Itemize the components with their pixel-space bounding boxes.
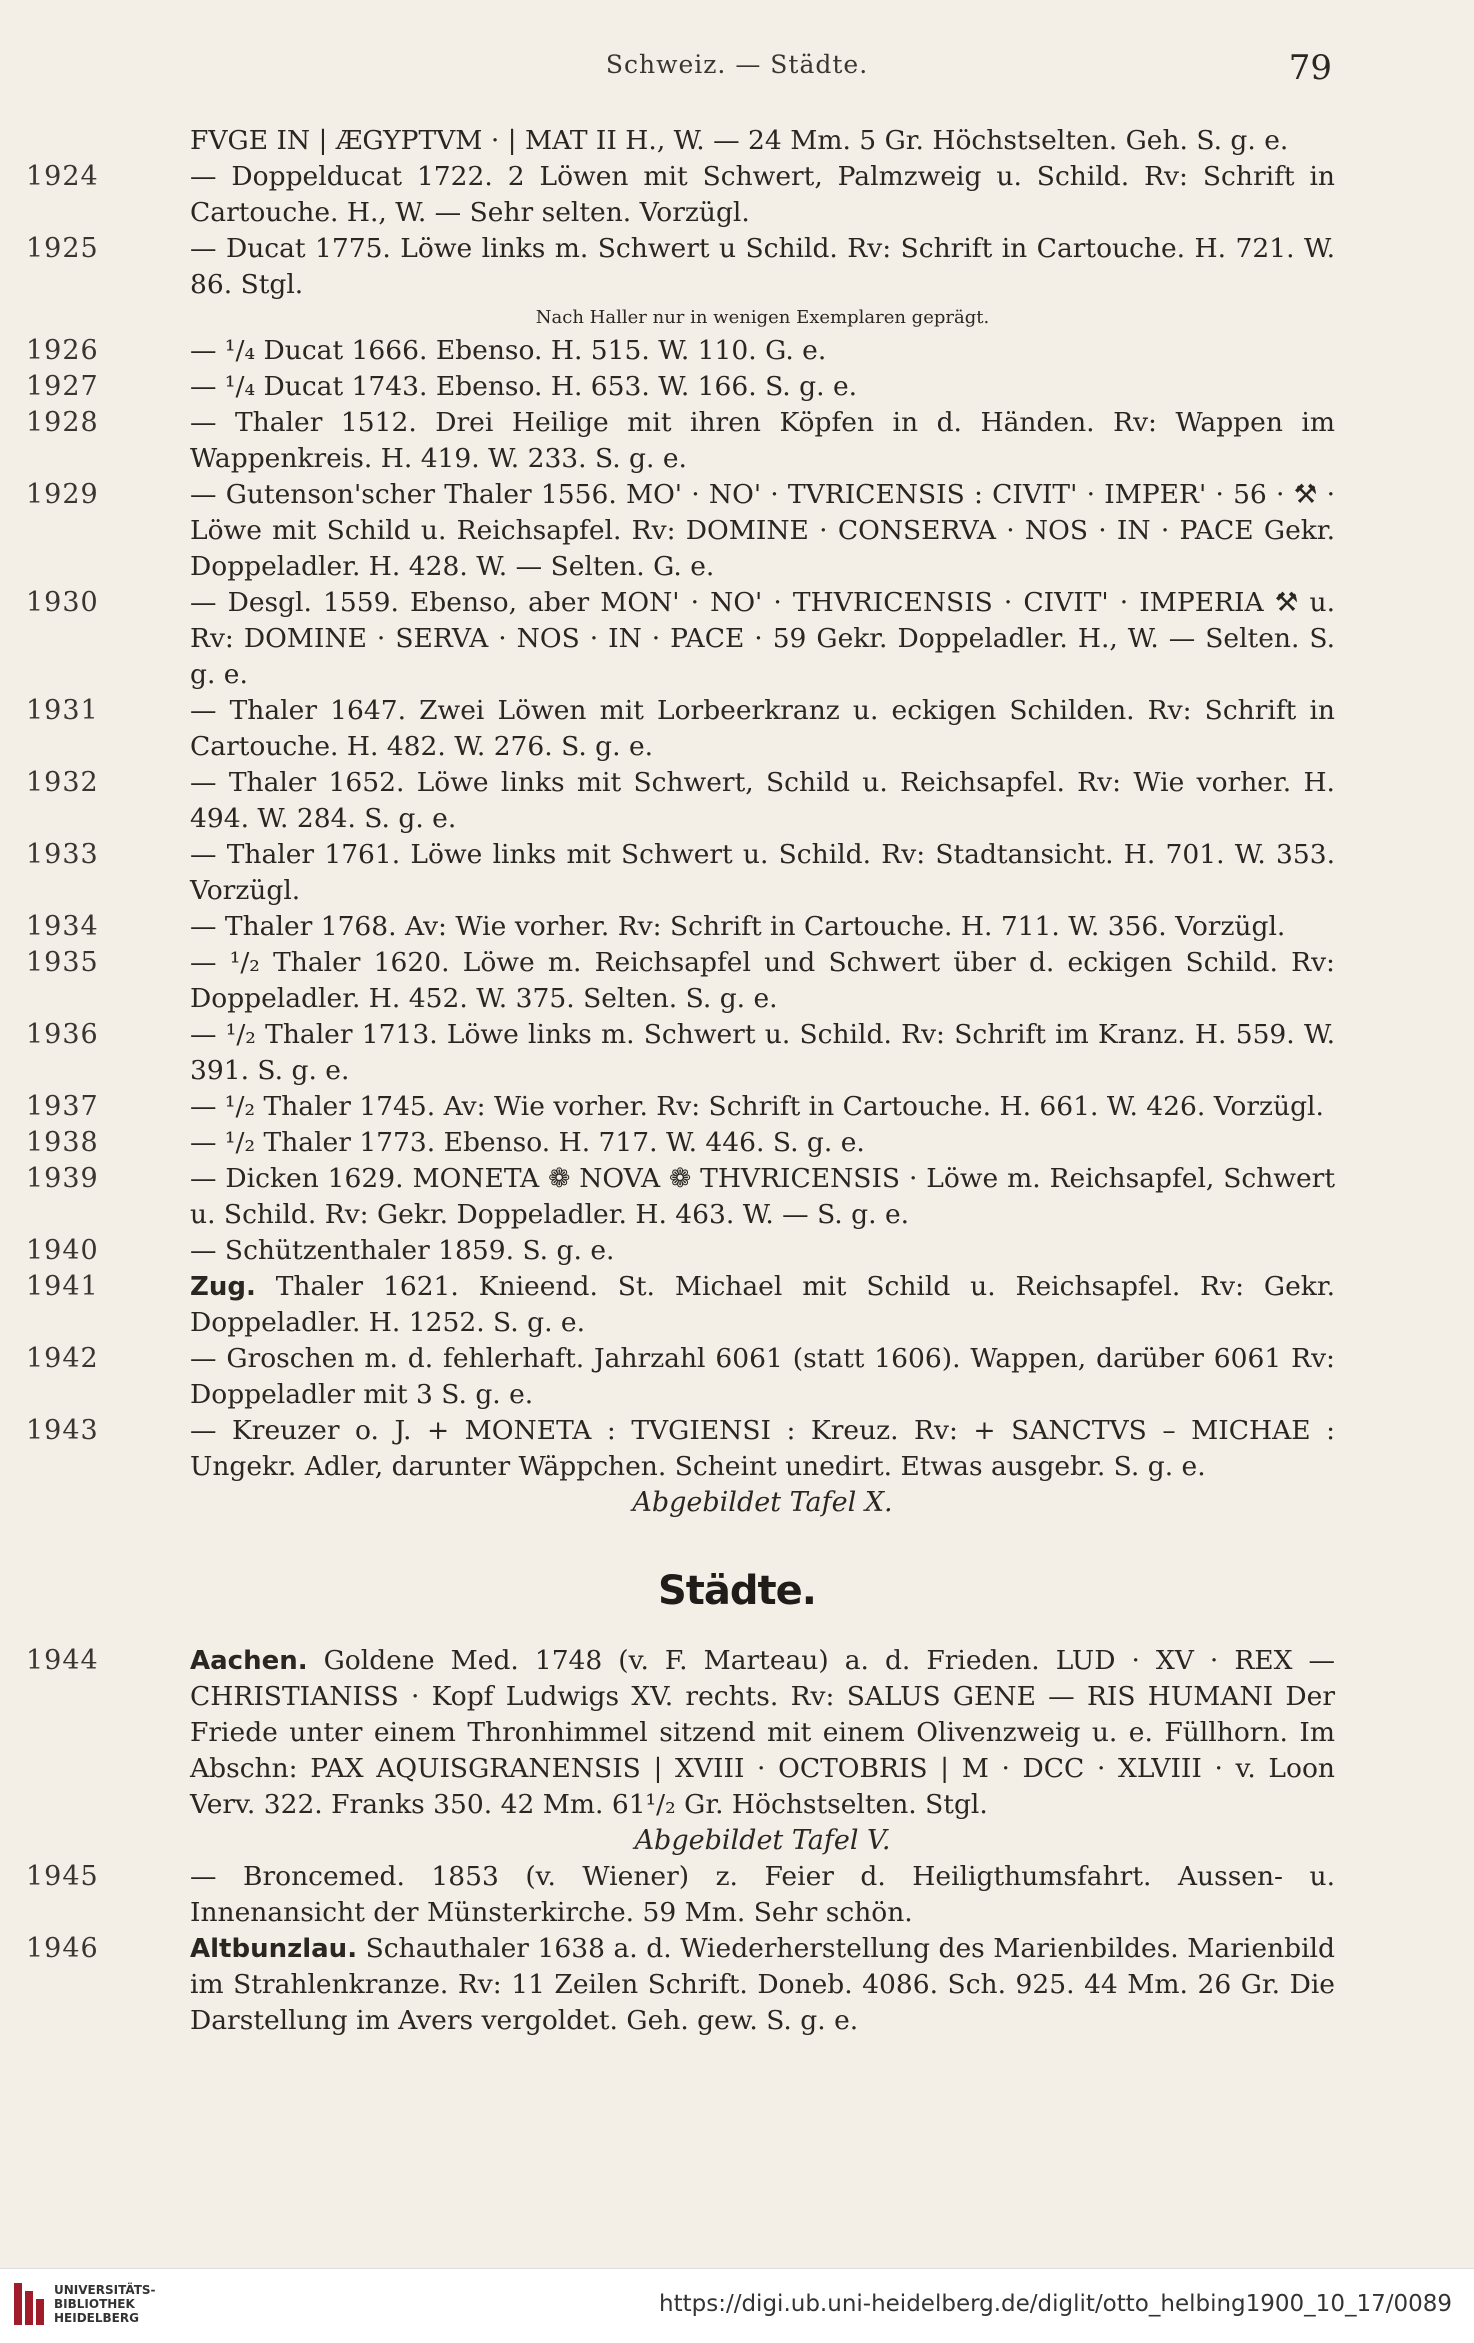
entry-text: — Thaler 1512. Drei Heilige mit ihren Köpfen in d. Händen. Rv: Wappen im Wappenkreis. H. 419. W. 233. S. g. e. [190,407,1335,474]
entry-number: 1938 [26,1127,99,1158]
entry-text: — Doppelducat 1722. 2 Löwen mit Schwert, Palmzweig u. Schild. Rv: Schrift in Cartouche. H., W. — Sehr selten. Vorzügl. [190,161,1335,228]
entry-text [190,1643,1335,1823]
entry-text [190,1269,1335,1341]
entry-description: Thaler 1621. Knieend. St. Michael mit Schild u. Reichsapfel. Rv: Gekr. Doppeladler. H. 1252. S. g. e. [190,1271,1335,1338]
catalogue-entry [0,159,1474,231]
library-name-line: HEIDELBERG [54,2311,139,2325]
entry-text: — Thaler 1647. Zwei Löwen mit Lorbeerkranz u. eckigen Schilden. Rv: Schrift in Cartouche. H. 482. W. 276. S. g. e. [190,695,1335,762]
catalogue-entry [0,231,1474,303]
catalogue-entry [0,1269,1474,1341]
catalogue-entry [0,1931,1474,2039]
entry-number: 1944 [26,1645,99,1676]
catalogue-entry [0,1233,1474,1269]
entry-number: 1934 [26,911,99,942]
entry-number: 1926 [26,335,99,366]
entry-text: — ¹/₄ Ducat 1743. Ebenso. H. 653. W. 166. S. g. e. [190,371,858,402]
catalogue-entry [0,765,1474,837]
entry-number: 1933 [26,839,99,870]
catalogue-entry [0,1017,1474,1089]
library-footer [0,2268,1474,2343]
entry-text: — ¹/₂ Thaler 1713. Löwe links m. Schwert u. Schild. Rv: Schrift im Kranz. H. 559. W. 391. S. g. e. [190,1019,1335,1086]
catalogue-entry [0,1643,1474,1823]
catalogue-entry [0,1125,1474,1161]
entry-text: FVGE IN | ÆGYPTVM · | MAT II H., W. — 24 Mm. 5 Gr. Höchstselten. Geh. S. g. e. [190,125,1289,156]
entry-text: — Kreuzer o. J. + MONETA : TVGIENSI : Kreuz. Rv: + SANCTVS – MICHAE : Ungekr. Adler, darunter Wäppchen. Scheint unedirt. Etwas ausgebr. S. g. e. [190,1415,1335,1482]
entry-number: 1946 [26,1933,99,1964]
entry-number: 1928 [26,407,99,438]
entry-number: 1940 [26,1235,99,1266]
catalogue-entry [0,693,1474,765]
catalogue-entry [0,333,1474,369]
entry-number: 1924 [26,161,99,192]
running-title: Schweiz. — Städte. [605,50,869,79]
plate-reference: Abgebildet Tafel V. [634,1825,891,1856]
entry-number: 1927 [26,371,99,402]
catalogue-entry [0,369,1474,405]
running-header [0,50,1474,90]
entry-number: 1937 [26,1091,99,1122]
entry-number: 1935 [26,947,99,978]
catalogue-entry [0,945,1474,1017]
entry-text: — Gutenson'scher Thaler 1556. MO' · NO' · TVRICENSIS : CIVIT' · IMPER' · 56 · ⚒ · Löwe mit Schild u. Reichsapfel. Rv: DOMINE · CONSERVA · NOS · IN · PACE Gekr. Doppeladler. H. 428. W. — Selten. G. e. [190,479,1335,582]
entry-text: — Broncemed. 1853 (v. Wiener) z. Feier d. Heiligthumsfahrt. Aussen- u. Innenansicht der Münsterkirche. 59 Mm. Sehr schön. [190,1861,1335,1928]
entry-number: 1936 [26,1019,99,1050]
entry-number: 1939 [26,1163,99,1194]
catalogue-entry [0,477,1474,585]
section-heading: Städte. [658,1568,816,1614]
catalogue-entry [0,405,1474,477]
city-name: Aachen. [190,1646,308,1676]
library-name [54,2283,156,2325]
library-name-line: UNIVERSITÄTS- [54,2283,156,2297]
footnote: Nach Haller nur in wenigen Exemplaren geprägt. [535,307,990,328]
entry-text: — Thaler 1768. Av: Wie vorher. Rv: Schrift in Cartouche. H. 711. W. 356. Vorzügl. [190,911,1286,942]
catalogue-entry [0,909,1474,945]
catalogue-entry [0,837,1474,909]
library-name-line: BIBLIOTHEK [54,2297,135,2311]
catalogue-entry [0,123,1474,159]
entry-text: — ¹/₂ Thaler 1620. Löwe m. Reichsapfel und Schwert über d. eckigen Schild. Rv: Doppeladler. H. 452. W. 375. Selten. S. g. e. [190,947,1335,1014]
plate-reference: Abgebildet Tafel X. [632,1487,893,1518]
entry-text: — Thaler 1652. Löwe links mit Schwert, Schild u. Reichsapfel. Rv: Wie vorher. H. 494. W. 284. S. g. e. [190,767,1335,834]
entry-text [190,1931,1335,2039]
catalogue-entry [0,1089,1474,1125]
entry-text: — ¹/₂ Thaler 1745. Av: Wie vorher. Rv: Schrift in Cartouche. H. 661. W. 426. Vorzügl. [190,1091,1324,1122]
library-logo-icon [14,2283,44,2325]
entry-text: — ¹/₂ Thaler 1773. Ebenso. H. 717. W. 446. S. g. e. [190,1127,865,1158]
entry-number: 1932 [26,767,99,798]
entry-number: 1931 [26,695,99,726]
entry-text: — Ducat 1775. Löwe links m. Schwert u Schild. Rv: Schrift in Cartouche. H. 721. W. 86. Stgl. [190,233,1335,300]
entry-number: 1943 [26,1415,99,1446]
entries-group [0,333,1474,1269]
entry-number: 1925 [26,233,99,264]
entry-number: 1941 [26,1271,99,1302]
entry-text: — Groschen m. d. fehlerhaft. Jahrzahl 6061 (statt 1606). Wappen, darüber 6061 Rv: Doppeladler mit 3 S. g. e. [190,1343,1335,1410]
entry-number: 1930 [26,587,99,618]
entry-number: 1945 [26,1861,99,1892]
page-number: 79 [1288,48,1332,88]
entry-text: — Schützenthaler 1859. S. g. e. [190,1235,615,1266]
catalogue-entry [0,1859,1474,1931]
entry-description: Goldene Med. 1748 (v. F. Marteau) a. d. Frieden. LUD · XV · REX — CHRISTIANISS · Kopf Ludwigs XV. rechts. Rv: SALUS GENE — RIS HUMANI Der Friede unter einem Thronhimmel sitzend mit einem Olivenzweig u. e. Füllhorn. Im Abschn: PAX AQUISGRANENSIS | XVIII · OCTOBRIS | M · DCC · XLVIII · v. Loon Verv. 322. Franks 350. 42 Mm. 61¹/₂ Gr. Höchstselten. Stgl. [190,1645,1335,1820]
catalogue-entry [0,585,1474,693]
source-url-link[interactable]: https://digi.ub.uni-heidelberg.de/diglit/otto_helbing1900_10_17/0089 [659,2291,1452,2317]
entry-text: — ¹/₄ Ducat 1666. Ebenso. H. 515. W. 110. G. e. [190,335,827,366]
catalogue-entry [0,1161,1474,1233]
catalogue-entry [0,1413,1474,1485]
entry-description: Schauthaler 1638 a. d. Wiederherstellung des Marienbildes. Marienbild im Strahlenkranze. Rv: 11 Zeilen Schrift. Doneb. 4086. Sch. 925. 44 Mm. 26 Gr. Die Darstellung im Avers vergoldet. Geh. gew. S. g. e. [190,1933,1335,2036]
catalogue-entry [0,1341,1474,1413]
city-name: Zug. [190,1272,256,1302]
entry-text: — Desgl. 1559. Ebenso, aber MON' · NO' · THVRICENSIS · CIVIT' · IMPERIA ⚒ u. Rv: DOMINE · SERVA · NOS · IN · PACE · 59 Gekr. Doppeladler. H., W. — Selten. S. g. e. [190,587,1335,690]
city-name: Altbunzlau. [190,1934,358,1964]
catalogue-entries [0,123,1474,2039]
entry-number: 1942 [26,1343,99,1374]
entry-text: — Dicken 1629. MONETA ❁ NOVA ❁ THVRICENSIS · Löwe m. Reichsapfel, Schwert u. Schild. Rv: Gekr. Doppeladler. H. 463. W. — S. g. e. [190,1163,1335,1230]
entry-text: — Thaler 1761. Löwe links mit Schwert u. Schild. Rv: Stadtansicht. H. 701. W. 353. Vorzügl. [190,839,1335,906]
entry-number: 1929 [26,479,99,510]
